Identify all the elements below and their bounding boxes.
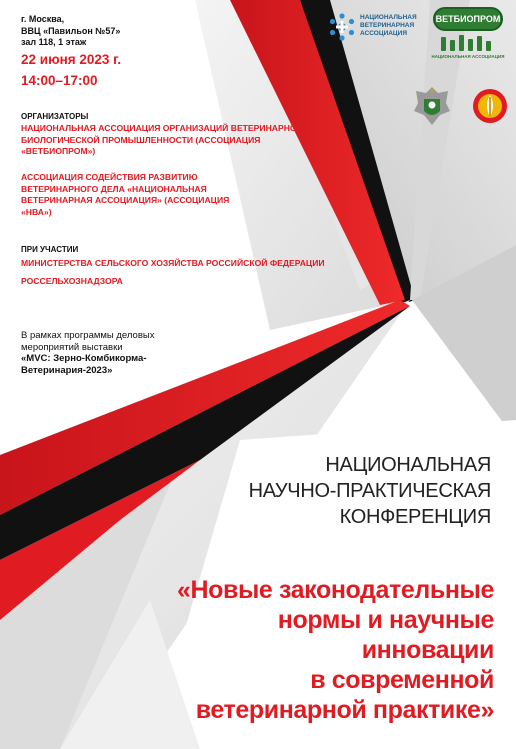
participant-rosselkhoznadzor: РОССЕЛЬХОЗНАДЗОРА	[21, 276, 123, 286]
nva-logo	[327, 8, 427, 48]
vetbioprom-badge: ВЕТБИОПРОМ	[433, 7, 503, 31]
venue-city: г. Москва,	[21, 14, 65, 24]
vetbioprom-logo	[431, 5, 505, 63]
exhibition-name: «MVC: Зерно-Комбикорма-	[21, 353, 147, 364]
organizers-heading: ОРГАНИЗАТОРЫ	[21, 112, 89, 121]
conference-title-line: НАУЧНО-ПРАКТИЧЕСКАЯ	[248, 480, 491, 502]
event-date: 22 июня 2023 г.	[21, 52, 122, 67]
nva-name	[360, 14, 417, 38]
topic-line: инновации	[361, 636, 494, 664]
nva-name-line: ВЕТЕРИНАРНАЯ	[360, 22, 415, 29]
nva-name-line: АССОЦИАЦИЯ	[360, 30, 408, 37]
participant-ministry: МИНИСТЕРСТВА СЕЛЬСКОГО ХОЗЯЙСТВА РОССИЙСКОЙ ФЕДЕРАЦИИ	[21, 258, 325, 268]
vetbioprom-subtitle: НАЦИОНАЛЬНАЯ АССОЦИАЦИЯ	[431, 54, 505, 59]
program-note	[21, 330, 211, 376]
program-line: В рамках программы деловых	[21, 330, 155, 341]
topic-line: ветеринарной практике»	[195, 696, 494, 724]
participation-heading: ПРИ УЧАСТИИ	[21, 245, 79, 254]
conference-title-line: КОНФЕРЕНЦИЯ	[339, 506, 491, 528]
eagle-emblem-icon	[412, 85, 452, 127]
organizer-nva: АССОЦИАЦИЯ СОДЕЙСТВИЯ РАЗВИТИЮ ВЕТЕРИНАРНОГО ДЕЛА «НАЦИОНАЛЬНАЯ ВЕТЕРИНАРНАЯ АССОЦИАЦИЯ» (АССОЦИАЦИЯ «НВА»)	[21, 172, 230, 217]
program-line: мероприятий выставки	[21, 341, 123, 353]
venue-info	[21, 14, 161, 49]
wheat-emblem-icon	[472, 87, 508, 125]
topic-line: нормы и научные	[277, 606, 494, 634]
topic-line: «Новые законодательные	[176, 576, 494, 604]
conference-topic	[74, 575, 494, 725]
topic-line: в современной	[310, 666, 494, 694]
conference-title	[249, 452, 491, 530]
event-time: 14:00–17:00	[21, 73, 98, 88]
venue-hall: зал 118, 1 этаж	[21, 37, 87, 47]
vials-icon	[431, 33, 505, 53]
nva-name-line: НАЦИОНАЛЬНАЯ	[360, 14, 417, 21]
conference-title-line: НАЦИОНАЛЬНАЯ	[325, 454, 491, 476]
organizer-vetbioprom: НАЦИОНАЛЬНАЯ АССОЦИАЦИЯ ОРГАНИЗАЦИЙ ВЕТЕРИНАРНО-БИОЛОГИЧЕСКОЙ ПРОМЫШЛЕННОСТИ (АССОЦИАЦИЯ «ВЕТБИОПРОМ»)	[21, 123, 300, 157]
snowflake-icon	[327, 12, 357, 42]
exhibition-name: Ветеринария-2023»	[21, 364, 113, 376]
venue-pavilion: ВВЦ «Павильон №57»	[21, 25, 121, 36]
